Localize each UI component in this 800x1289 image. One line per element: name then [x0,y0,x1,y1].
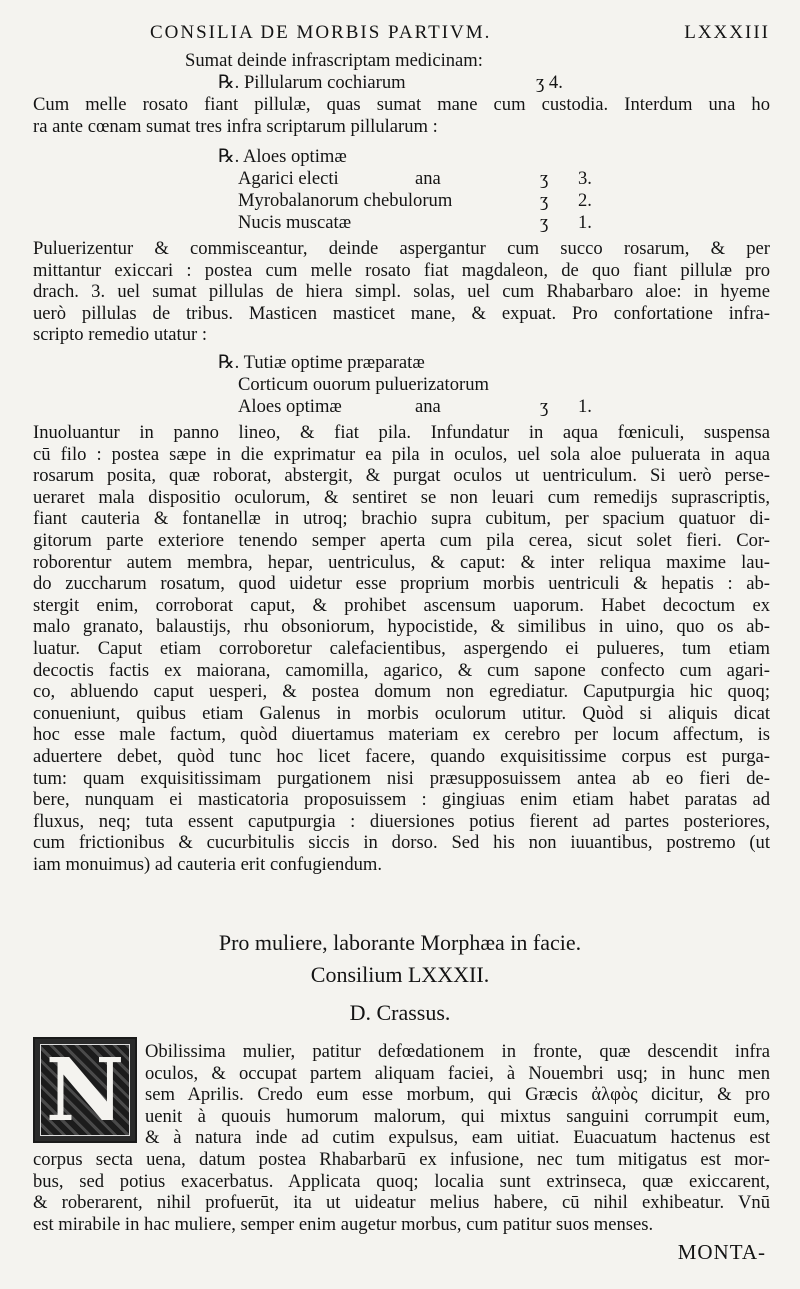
text-line: cum frictionibus & cucurbitulis siccis in dorso. Sed his non iuuantibus, postremo (ut [33,832,770,854]
recipe-quantity: 3. [578,168,592,189]
recipe-ingredient: ℞. Tutiæ optime præparatæ [218,352,425,373]
running-title: CONSILIA DE MORBIS PARTIVM. [150,22,492,43]
recipe-unit: ʒ [540,168,549,189]
recipe-ingredient: Aloes optimæ [238,396,342,417]
recipe-row [0,190,737,212]
text-line: mittantur exiccari : postea cum melle rosato fiat magdaleon, de quo fiant pillulæ pro [33,259,770,281]
text-line: co, abluendo caput uesperi, & postea domum non egrediatur. Caputpurgia hic quoq; [33,681,770,703]
recipe-quantity: 1. [578,212,592,233]
text-line: & roberarent, nihil profuerūt, ita ut uideatur melius habere, cū nihil exhibeatur. Vnū [33,1192,770,1214]
text-line: Cum melle rosato fiant pillulæ, quas sumat mane cum custodia. Interdum una ho [33,94,770,115]
text-line: malo granato, balaustijs, rhu obsoniorum, hypocistide, & similibus in uino, quo os ab- [33,616,770,638]
paragraph-4 [33,1149,770,1235]
text-line: drach. 3. uel sumat pillulas de hiera simpl. solas, uel cum Rhabarbaro aloe: in hyeme [33,281,770,303]
text-line: uenit à quouis humorum malorum, qui mixtus sanguini corrumpit eum, [145,1105,770,1127]
text-line: hoc esse male factum, quòd diuertamus materiam ex cerebro per locum affectum, is [33,724,770,746]
text-line: Inuoluantur in panno lineo, & fiat pila. Infundatur in aqua fœniculi, suspensa [33,422,770,443]
text-line: scripto remedio utatur : [33,324,208,346]
paragraph-2 [33,238,770,346]
recipe-ingredient: ℞. Aloes optimæ [218,146,347,167]
text-line: corpus secta uena, datum postea Rhabarbarū ex infusione, nec tum mitigatus est mor- [33,1149,770,1170]
recipe-ingredient: Corticum ouorum puluerizatorum [238,374,489,395]
recipe-ana: ana [415,396,441,417]
text-line: Obilissima mulier, patitur defœdationem in fronte, quæ descendit infra [145,1041,770,1062]
decorated-initial [33,1037,137,1143]
recipe-quantity: 1. [578,396,592,417]
text-line: decoctis factis ex maiorana, camomilla, agarico, & cum sapone confecto cum agari- [33,659,770,681]
text-line: uerò pillulas de tribus. Masticen masticet mane, & expuat. Pro confortatione infra- [33,302,770,324]
folio-number: LXXXIII [684,22,770,43]
text-line: cū filo : postea sæpe in die exprimatur ea pila in oculos, uel sola aloe puluerata in aqua [33,443,770,465]
recipe-row [0,396,737,418]
recipe-ingredient: Myrobalanorum chebulorum [238,190,453,211]
recipe-unit: ʒ [540,190,549,211]
text-line: fluxus, neq; tuta essent caputpurgia : diuersiones potius fierent ad partes posteriores, [33,810,770,832]
recipe-unit: ʒ [540,396,549,417]
catchword: MONTA- [677,1240,766,1264]
recipe-ana: ana [415,168,441,189]
recipe-quantity: 2. [578,190,592,211]
text-line: oculos, & occupat partem aliquam faciei, à Nouembri usq; in hunc men [145,1062,770,1084]
text-line: rosarum posita, quæ roborat, abstergit, & purgat oculos ut uentriculum. Si uerò perse- [33,465,770,487]
recipe-quantity: ʒ 4. [536,72,563,93]
text-line: aduertere debet, quòd tunc hoc licet facere, quando exquisitissime corpus est purga- [33,745,770,767]
paragraph-3 [33,422,770,875]
paragraph-4-indented [145,1041,770,1149]
author-heading: D. Crassus. [349,1000,451,1025]
text-line: fiant cauteria & fontanellæ in utroq; brachio supra cubitum, per spacium quatuor di- [33,508,770,530]
recipe-row [0,352,737,374]
text-line: stergit enim, corroborat caput, & prohibet ascensum uaporum. Habet decoctum ex [33,594,770,616]
text-line: & à natura inde ad cutim expulsus, eam uitiat. Euacuatum hactenus est [145,1127,770,1149]
consilium-heading: Consilium LXXXII. [310,962,490,987]
recipe-ingredient: Agarici electi [238,168,339,189]
section-title: Pro muliere, laborante Morphæa in facie. [218,930,582,955]
text-line: roborentur autem membra, hepar, uentriculus, & caput: & inter reliqua maxime lau- [33,551,770,573]
text-line: luatur. Caput etiam corroboretur calefacientibus, aspergendo ei pulueres, tum etiam [33,637,770,659]
running-header [150,22,770,46]
paragraph-1 [33,94,770,137]
text-line: sem Aprilis. Credo eum esse morbum, qui Græcis ἀλφὸς dicitur, & pro [145,1084,770,1106]
recipe-pillulae [218,72,718,94]
text-line: est mirabile in hac muliere, semper enim augetur morbus, cum patitur suos menses. [33,1213,654,1235]
intro-line [185,50,745,72]
intro-text: Sumat deinde infrascriptam medicinam: [185,50,483,71]
text-line: conueniunt, quibus etiam Galenus in morbis oculorum utitur. Quòd si aliquis dicat [33,702,770,724]
recipe-row [0,168,737,190]
text-line: bere, nunquam ei masticatoria proposuissem : gingiuas enim etiam habet paratas ad [33,789,770,811]
recipe-row [0,146,737,168]
text-line: ra ante cœnam sumat tres infra scriptarum pillularum : [33,115,438,137]
text-line: gitorum parte exteriore tenendo semper aperta cum pila cerea, sicut solet fieri. Cor- [33,529,770,551]
text-line: ueraret mala dispositio oculorum, & sentiret se non leuari cum remedijs suprascriptis, [33,486,770,508]
recipe-row [0,212,737,234]
recipe-ingredient: ℞. Pillularum cochiarum [218,72,406,93]
recipe-row [0,374,737,396]
text-line: bus, sed potius exacerbatus. Applicata quoq; localia sunt extrinseca, quæ exiccarent, [33,1170,770,1192]
recipe-ingredient: Nucis muscatæ [238,212,352,233]
text-line: do zuccharum rosatum, quod uidetur esse proprium morbis uentriculi & hepatis : ab- [33,573,770,595]
text-line: tum: quam exquisitissimam purgationem nisi præsupposuissem antea ab eo fieri de- [33,767,770,789]
text-line: Puluerizentur & commisceantur, deinde aspergantur cum succo rosarum, & per [33,238,770,259]
text-line: iam monuimus) ad cauteria erit confugiendum. [33,853,383,875]
recipe-unit: ʒ [540,212,549,233]
initial-letter: N [45,1040,125,1141]
